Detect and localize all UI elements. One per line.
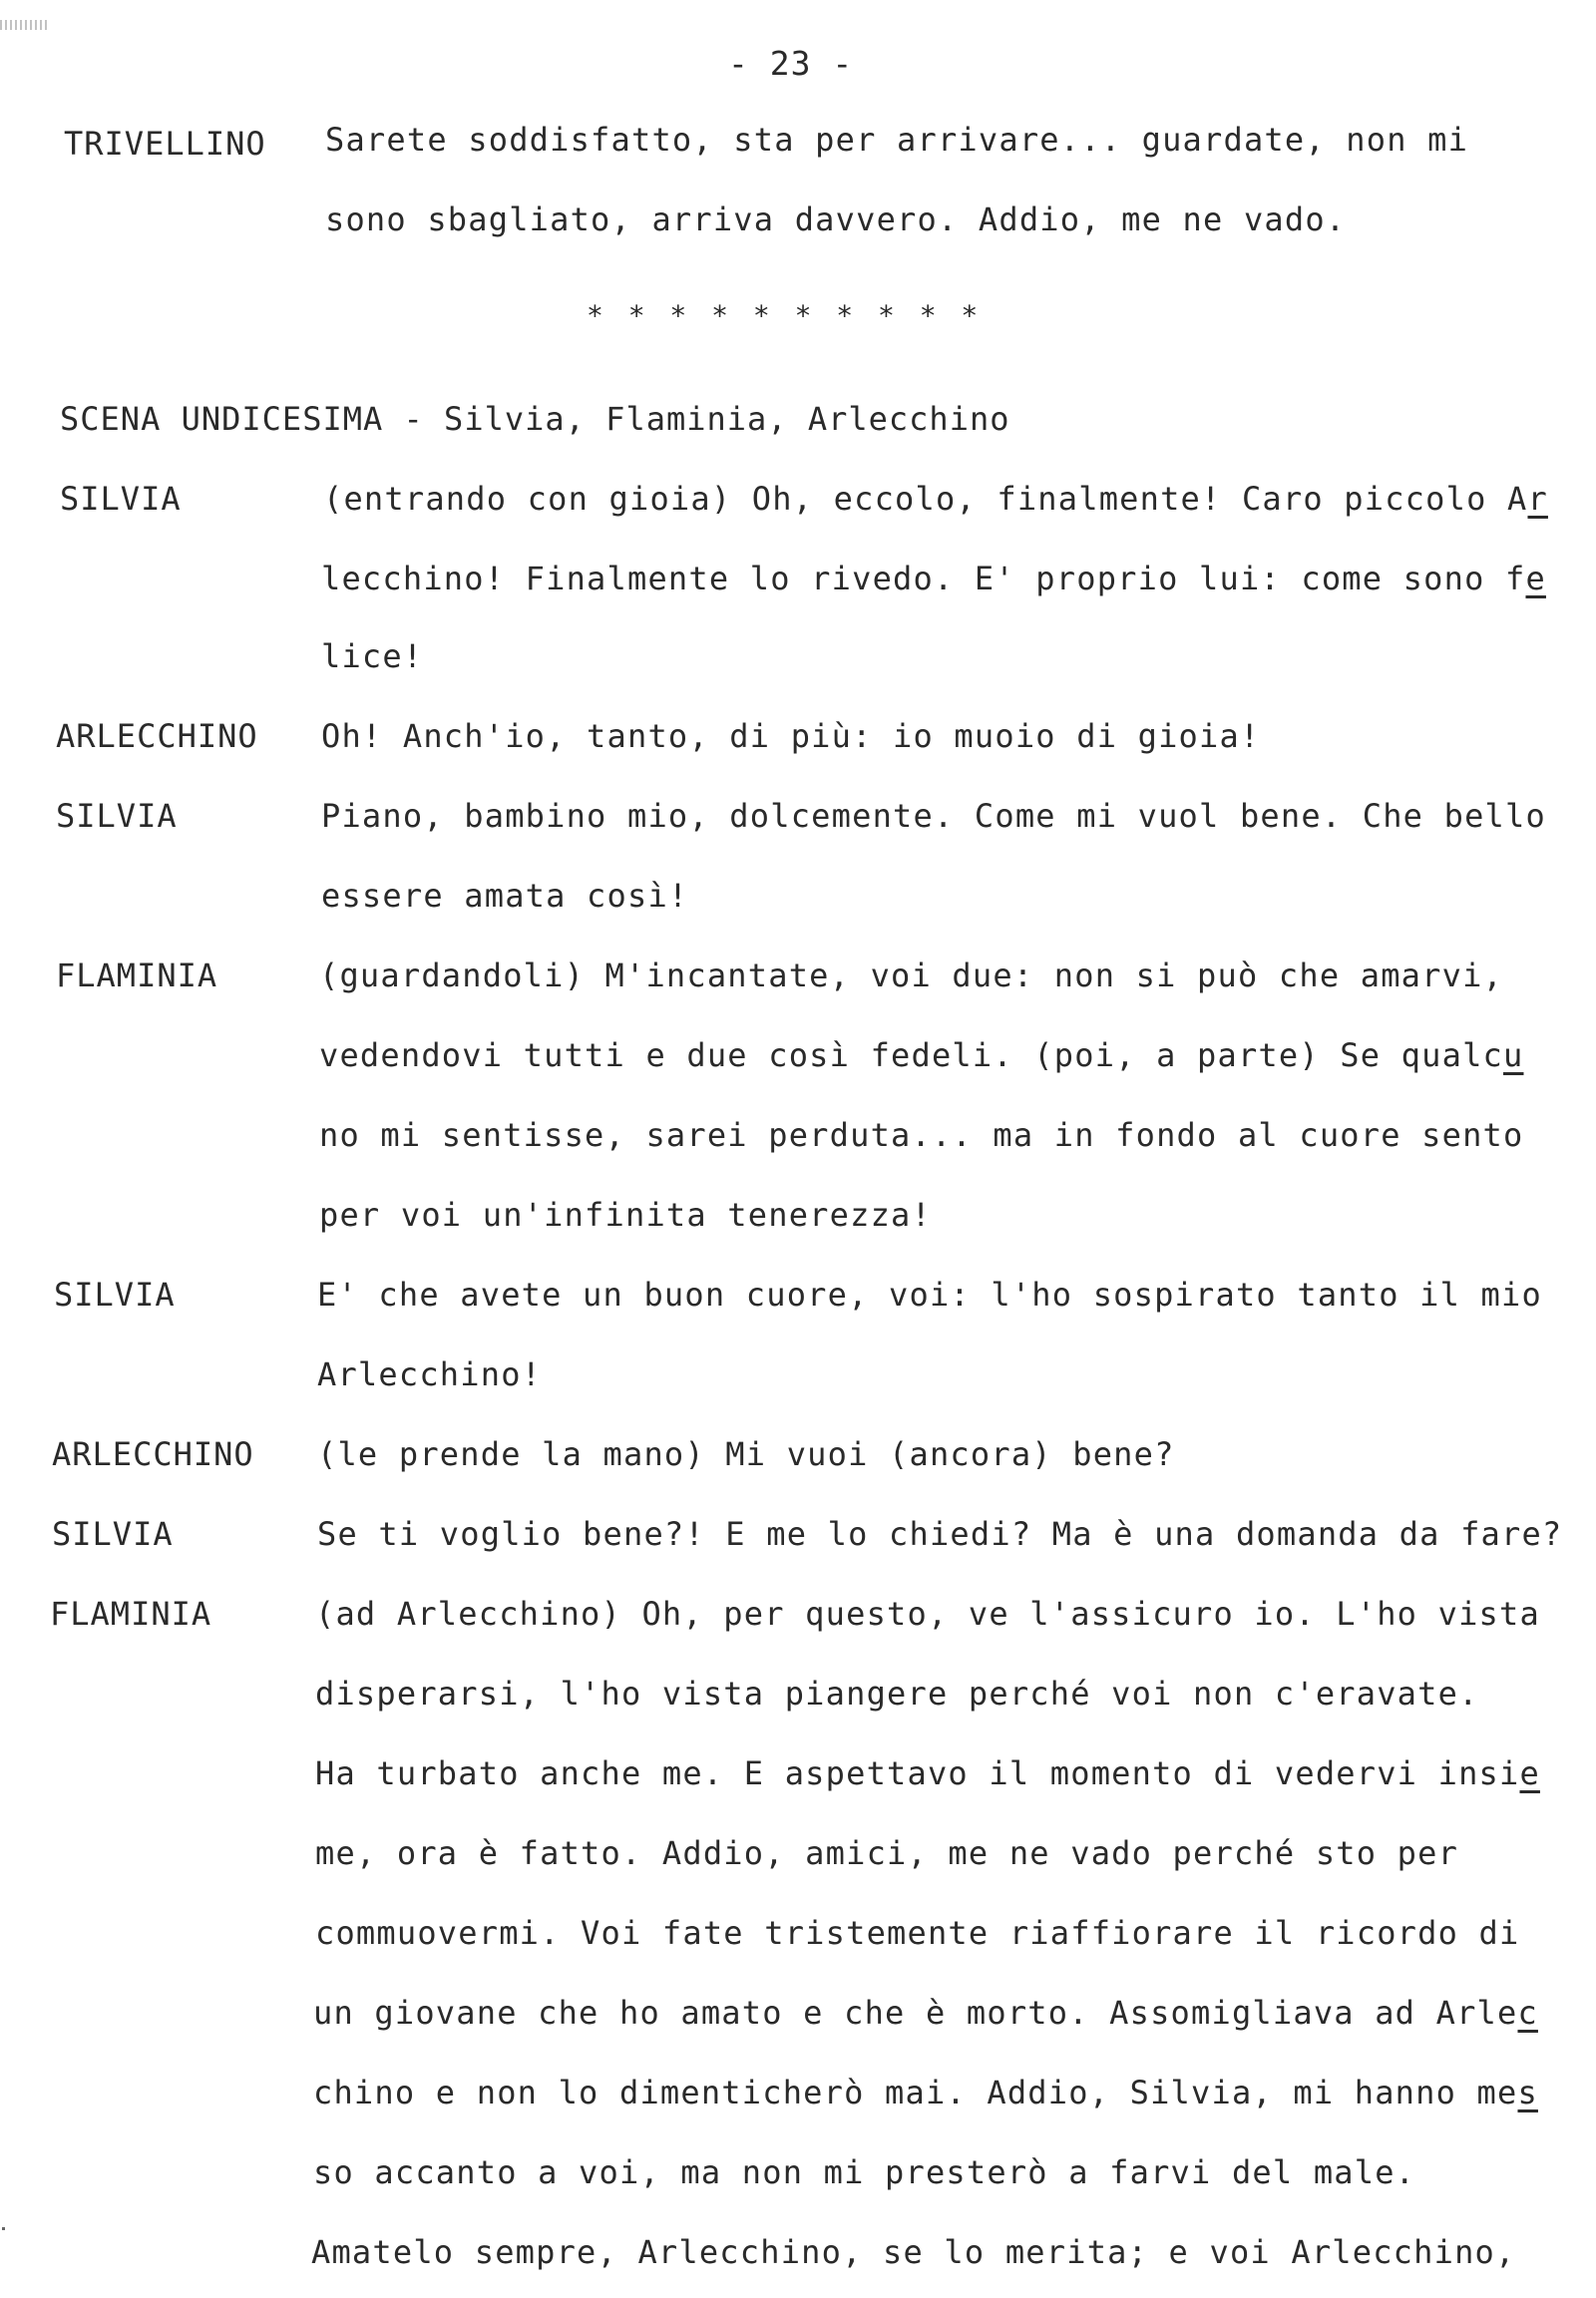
dialogue-line: Sarete soddisfatto, sta per arrivare... guardate, non mi [325, 121, 1469, 159]
dialogue-line: me, ora è fatto. Addio, amici, me ne vado perché sto per [315, 1834, 1459, 1872]
dialogue-line: (le prende la mano) Mi vuoi (ancora) bene? [317, 1435, 1175, 1473]
dialogue-line: lice! [321, 637, 424, 675]
dialogue-line: disperarsi, l'ho vista piangere perché voi non c'eravate. [315, 1675, 1479, 1713]
speaker-trivellino: TRIVELLINO [64, 125, 266, 163]
speaker-arlecchino: ARLECCHINO [56, 717, 258, 755]
margin-mark [2, 2227, 5, 2230]
corner-smudge [0, 20, 48, 30]
speaker-silvia: SILVIA [52, 1515, 174, 1553]
dialogue-line: Amatelo sempre, Arlecchino, se lo merita; e voi Arlecchino, [311, 2233, 1516, 2271]
dialogue-line: vedendovi tutti e due così fedeli. (poi, a parte) Se qualcu [319, 1036, 1524, 1074]
scene-heading: SCENA UNDICESIMA - Silvia, Flaminia, Arlecchino [60, 400, 1010, 438]
dialogue-line: (guardandoli) M'incantate, voi due: non si può che amarvi, [319, 957, 1504, 994]
dialogue-line: (entrando con gioia) Oh, eccolo, finalmente! Caro piccolo Ar [323, 480, 1548, 518]
dialogue-line: sono sbagliato, arriva davvero. Addio, me ne vado. [325, 200, 1347, 238]
dialogue-line: Se ti voglio bene?! E me lo chiedi? Ma è una domanda da fare? [317, 1515, 1563, 1553]
dialogue-line: no mi sentisse, sarei perduta... ma in fondo al cuore sento [319, 1116, 1524, 1154]
dialogue-line: commuovermi. Voi fate tristemente riaffiorare il ricordo di [315, 1914, 1520, 1952]
dialogue-line: lecchino! Finalmente lo rivedo. E' proprio lui: come sono fe [321, 560, 1546, 597]
scene-separator: * * * * * * * * * * [587, 299, 983, 332]
dialogue-line: E' che avete un buon cuore, voi: l'ho sospirato tanto il mio [317, 1276, 1542, 1314]
dialogue-line: (ad Arlecchino) Oh, per questo, ve l'assicuro io. L'ho vista [315, 1595, 1540, 1633]
dialogue-line: Ha turbato anche me. E aspettavo il momento di vedervi insie [315, 1754, 1540, 1792]
dialogue-line: Piano, bambino mio, dolcemente. Come mi vuol bene. Che bello [321, 797, 1546, 835]
speaker-silvia: SILVIA [54, 1276, 176, 1314]
speaker-silvia: SILVIA [60, 480, 182, 518]
dialogue-line: per voi un'infinita tenerezza! [319, 1196, 932, 1234]
speaker-flaminia: FLAMINIA [56, 957, 218, 994]
speaker-silvia: SILVIA [56, 797, 178, 835]
dialogue-line: un giovane che ho amato e che è morto. Assomigliava ad Arlec [313, 1994, 1538, 2032]
dialogue-line: Oh! Anch'io, tanto, di più: io muoio di gioia! [321, 717, 1261, 755]
speaker-flaminia: FLAMINIA [50, 1595, 212, 1633]
page-number: - 23 - [728, 44, 854, 83]
dialogue-line: so accanto a voi, ma non mi presterò a farvi del male. [313, 2153, 1416, 2191]
dialogue-line: chino e non lo dimenticherò mai. Addio, Silvia, mi hanno mes [313, 2074, 1538, 2111]
speaker-arlecchino: ARLECCHINO [52, 1435, 254, 1473]
dialogue-line: Arlecchino! [317, 1355, 543, 1393]
dialogue-line: essere amata così! [321, 877, 689, 915]
